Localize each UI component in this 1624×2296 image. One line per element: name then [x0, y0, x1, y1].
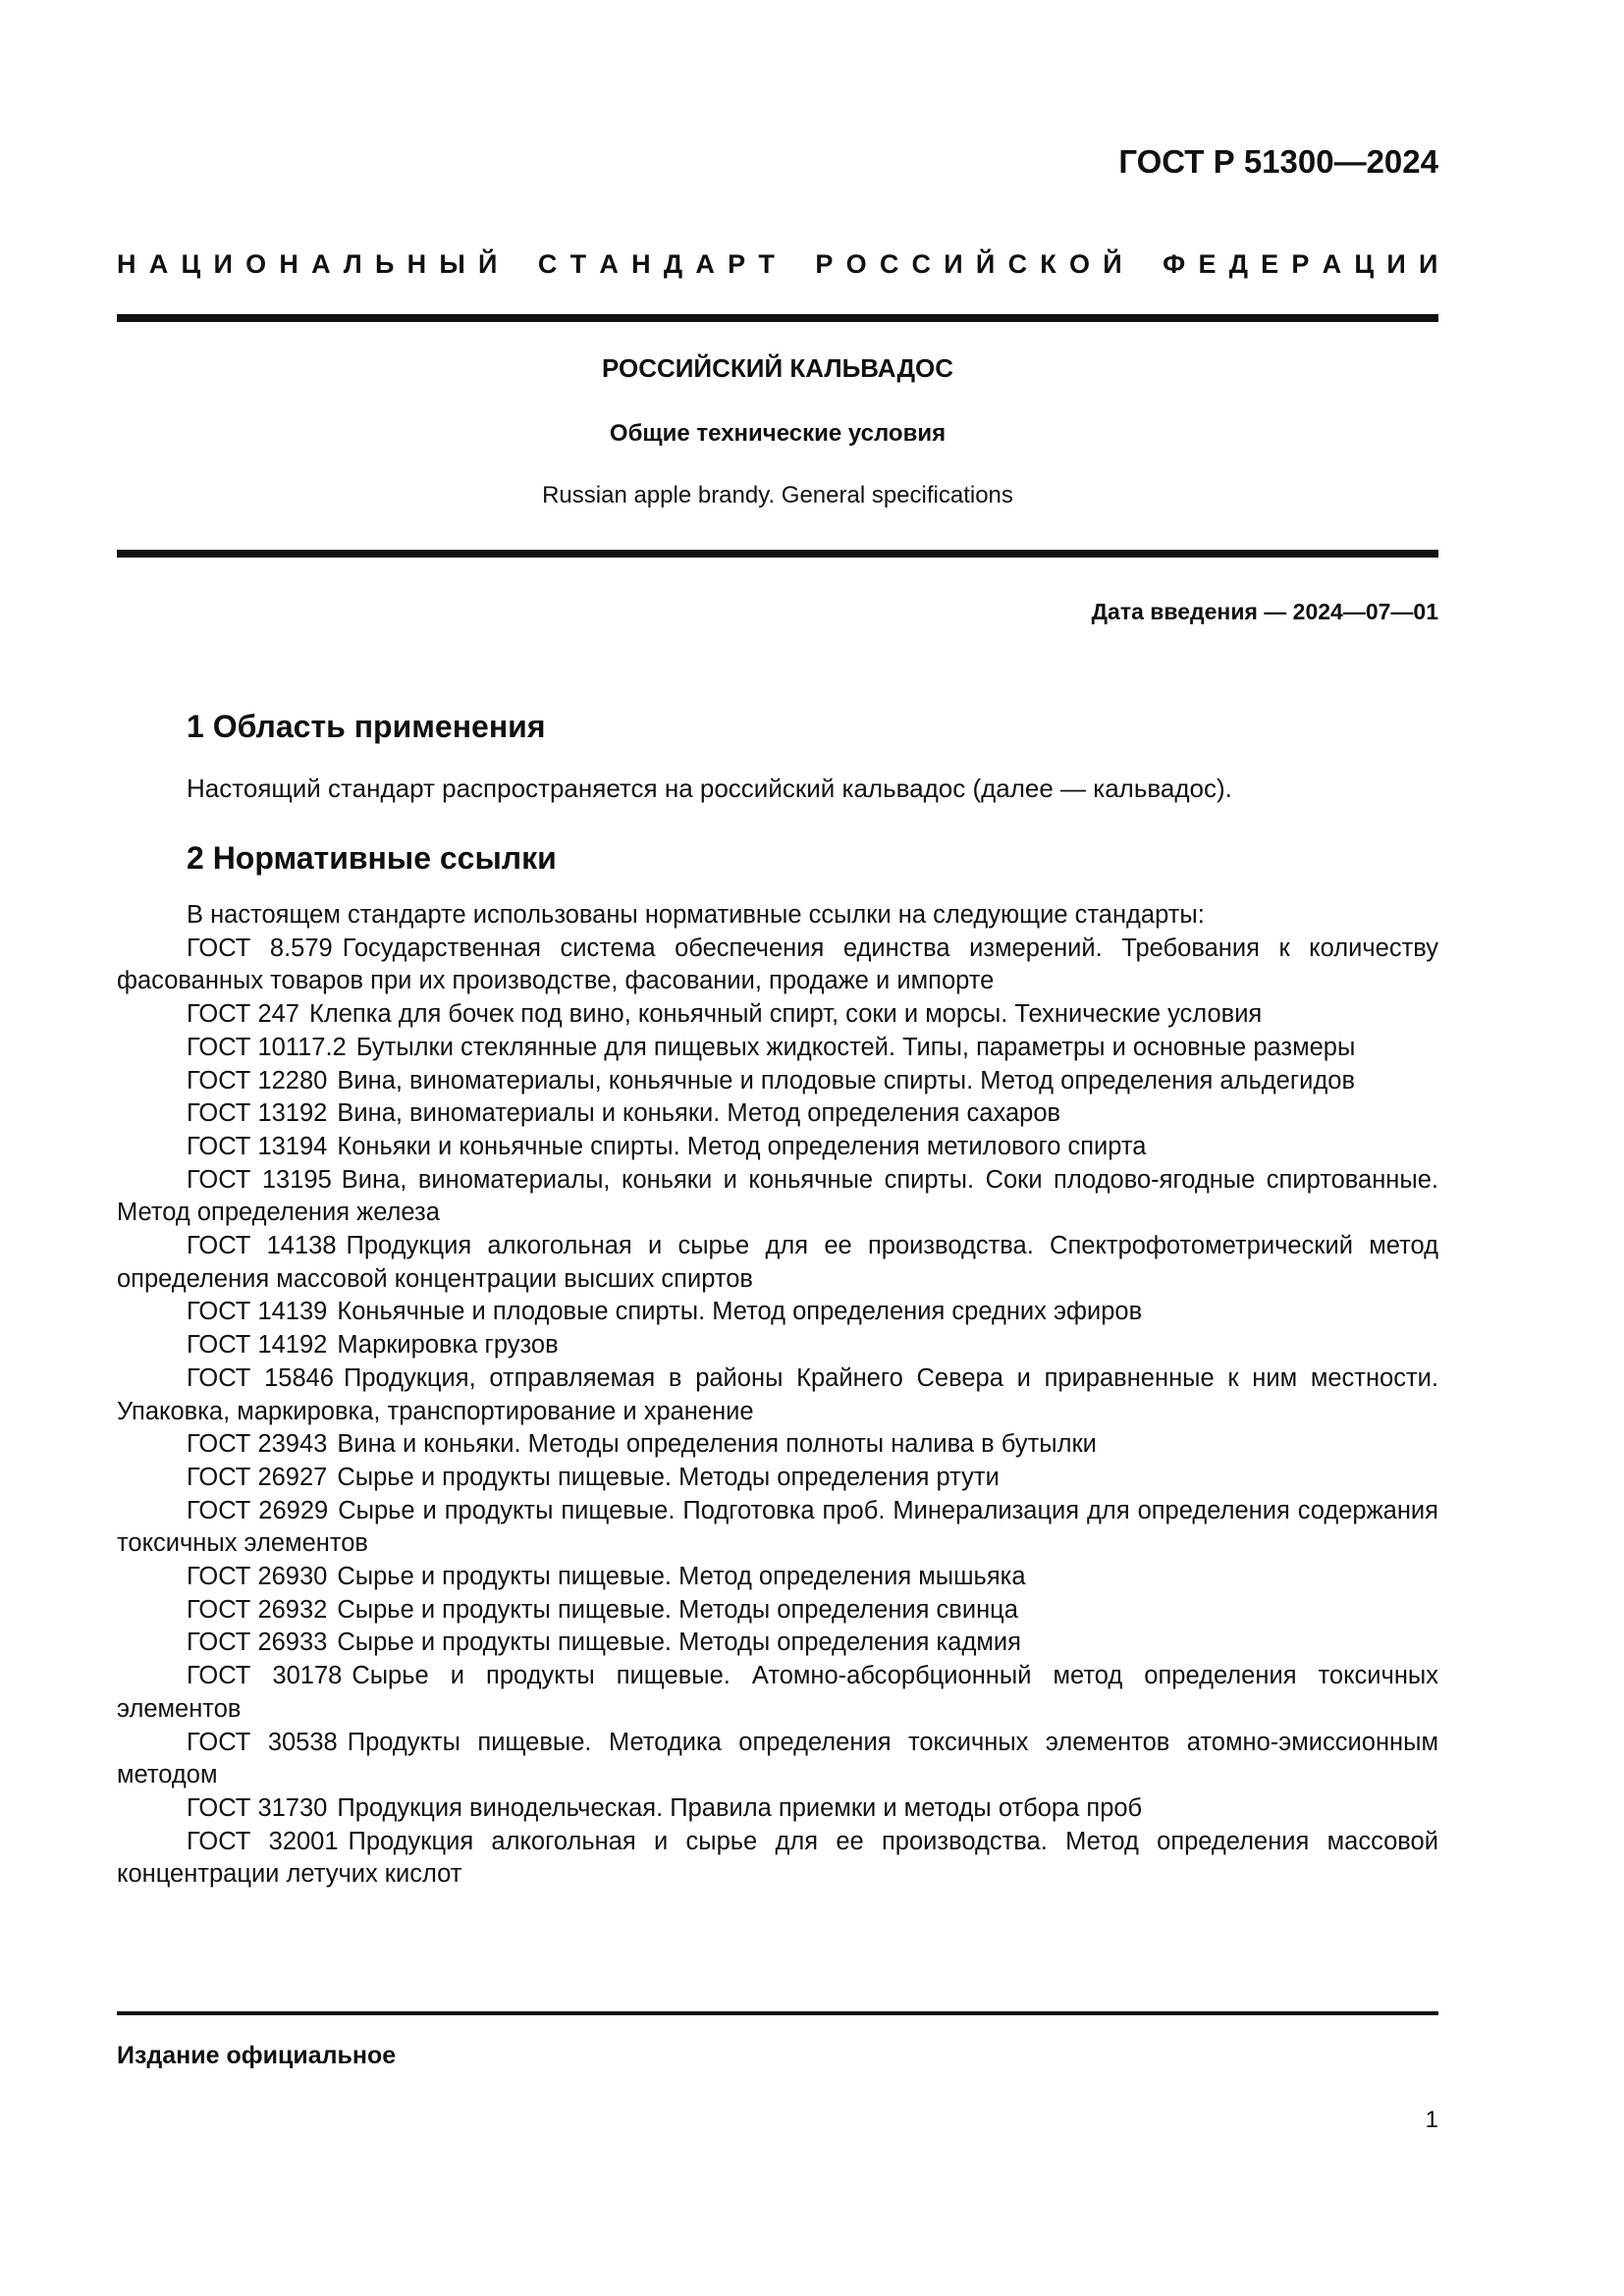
reference-title: Вина, виноматериалы и коньяки. Метод определения сахаров	[337, 1099, 1061, 1128]
national-title-letter: С	[537, 249, 558, 279]
national-title-letter: И	[944, 249, 963, 279]
reference-title: Сырье и продукты пищевые. Методы определения свинца	[337, 1595, 1018, 1624]
national-title-gap	[787, 249, 802, 280]
reference-item	[117, 1727, 1438, 1792]
reference-code: ГОСТ 26927	[187, 1463, 328, 1491]
reference-title: Коньяки и коньячные спирты. Метод определения метилового спирта	[337, 1132, 1147, 1160]
reference-code: ГОСТ 30538	[187, 1728, 338, 1756]
reference-item	[117, 998, 1438, 1032]
reference-title: Сырье и продукты пищевые. Атомно-абсорбционный метод определения токсичных элементов	[117, 1662, 1438, 1723]
normative-references-list	[117, 899, 1438, 1892]
reference-item	[117, 1362, 1438, 1428]
reference-code: ГОСТ 13194	[187, 1132, 328, 1160]
footer-divider	[117, 2011, 1438, 2015]
national-title-letter: Ф	[1163, 249, 1186, 279]
national-title-letter: Й	[1103, 249, 1122, 279]
national-title-letter: Д	[663, 249, 683, 279]
reference-code: ГОСТ 10117.2	[187, 1033, 347, 1061]
national-title-letter: Ь	[374, 249, 395, 279]
reference-title: Вина и коньяки. Методы определения полноты налива в бутылки	[337, 1430, 1097, 1459]
reference-code: ГОСТ 30178	[187, 1662, 343, 1690]
national-title-letter: О	[1069, 249, 1091, 279]
reference-item	[117, 1826, 1438, 1892]
national-title-letter: Ц	[181, 249, 201, 279]
section-1-text: Настоящий стандарт распространяется на российский кальвадос (далее — кальвадос).	[187, 774, 1232, 803]
reference-title: Вина, виноматериалы, коньяки и коньячные спирты. Соки плодово-ягодные спиртованные. Метод определения железа	[117, 1165, 1438, 1227]
document-title: РОССИЙСКИЙ КАЛЬВАДОС	[601, 353, 954, 383]
national-title-gap	[511, 249, 525, 280]
document-subtitle: Общие технические условия	[609, 420, 947, 447]
national-title-letter: С	[911, 249, 932, 279]
reference-item	[117, 1627, 1438, 1660]
reference-item	[117, 1329, 1438, 1362]
national-title-letter: Й	[478, 249, 498, 279]
national-title-letter: А	[148, 249, 169, 279]
reference-title: Продукция, отправляемая в районы Крайнего Севера и приравненные к ним местности. Упаковка, маркировка, транспортирование и хранение	[117, 1363, 1439, 1425]
reference-code: ГОСТ 26930	[187, 1563, 328, 1591]
reference-item	[117, 1230, 1438, 1296]
reference-title: Продукция винодельческая. Правила приемки и методы отбора проб	[337, 1793, 1143, 1822]
reference-code: ГОСТ 8.579	[187, 934, 333, 962]
reference-title: Сырье и продукты пищевые. Подготовка проб. Минерализация для определения содержания токсичных элементов	[117, 1496, 1438, 1558]
reference-title: Продукты пищевые. Методика определения токсичных элементов атомно-эмиссионным методом	[117, 1728, 1438, 1789]
reference-code: ГОСТ 15846	[187, 1363, 334, 1392]
national-title-letter: Л	[343, 249, 362, 279]
reference-item	[117, 1032, 1438, 1065]
reference-item	[117, 1131, 1438, 1164]
reference-code: ГОСТ 13192	[187, 1099, 328, 1128]
national-title-letter: И	[213, 249, 233, 279]
national-title-letter: О	[245, 249, 267, 279]
official-edition-label: Издание официальное	[117, 2042, 397, 2069]
reference-code: ГОСТ 31730	[187, 1793, 328, 1822]
reference-code: ГОСТ 26929	[187, 1496, 329, 1524]
reference-title: Бутылки стеклянные для пищевых жидкостей. Типы, параметры и основные размеры	[355, 1033, 1356, 1061]
reference-title: Клепка для бочек под вино, коньячный спирт, соки и морсы. Технические условия	[309, 1000, 1263, 1029]
gost-number: ГОСТ Р 51300—2024	[1118, 143, 1438, 180]
reference-title: Сырье и продукты пищевые. Методы определения кадмия	[337, 1629, 1021, 1657]
reference-code: ГОСТ 12280	[187, 1066, 328, 1095]
top-divider	[117, 314, 1438, 322]
national-title-letter: А	[1322, 249, 1342, 279]
reference-code: ГОСТ 14139	[187, 1298, 328, 1326]
national-title-letter: Т	[569, 249, 587, 279]
reference-code: ГОСТ 26932	[187, 1595, 328, 1624]
reference-item	[117, 1164, 1438, 1230]
reference-item	[117, 1792, 1438, 1826]
reference-code: ГОСТ 26933	[187, 1629, 328, 1657]
national-title-letter: Ц	[1354, 249, 1375, 279]
reference-item	[117, 1065, 1438, 1098]
national-title-letter: Д	[1228, 249, 1248, 279]
reference-code: ГОСТ 247	[187, 1000, 299, 1029]
reference-item	[117, 1561, 1438, 1594]
reference-code: ГОСТ 14192	[187, 1331, 328, 1360]
national-title-letter: Н	[406, 249, 427, 279]
national-title-letter: Е	[1261, 249, 1279, 279]
section-2-heading: 2 Нормативные ссылки	[187, 840, 557, 876]
reference-code: ГОСТ 23943	[187, 1430, 328, 1459]
national-title-letter: И	[1419, 249, 1438, 279]
reference-item	[117, 1594, 1438, 1628]
reference-item	[117, 1296, 1438, 1329]
document-page	[117, 0, 1438, 2296]
reference-item	[117, 933, 1438, 998]
national-title-gap	[1135, 249, 1150, 280]
reference-item	[117, 1462, 1438, 1495]
references-intro: В настоящем стандарте использованы нормативные ссылки на следующие стандарты:	[187, 901, 1205, 929]
national-title-letter: Е	[1198, 249, 1217, 279]
reference-title: Продукция алкогольная и сырье для ее производства. Спектрофотометрический метод определения массовой концентрации высших спиртов	[117, 1232, 1438, 1293]
national-title-letter: А	[695, 249, 715, 279]
national-title-letter: С	[1007, 249, 1028, 279]
document-title-english: Russian apple brandy. General specifications	[542, 482, 1013, 508]
national-title-letter: Й	[975, 249, 996, 279]
national-title-letter: И	[1386, 249, 1406, 279]
reference-title: Государственная система обеспечения единства измерений. Требования к количеству фасованных товаров при их производстве, фасовании, продаже и импорте	[117, 934, 1438, 995]
reference-code: ГОСТ 13195	[187, 1165, 332, 1194]
reference-item	[117, 1097, 1438, 1131]
reference-title: Продукция алкогольная и сырье для ее производства. Метод определения массовой концентрации летучих кислот	[117, 1827, 1438, 1889]
national-title-letter: К	[1040, 249, 1056, 279]
reference-item	[117, 1428, 1438, 1462]
national-title-letter: А	[599, 249, 619, 279]
reference-item	[117, 1660, 1438, 1726]
national-title-letter: С	[879, 249, 899, 279]
introduction-date: Дата введения — 2024—07—01	[1091, 599, 1438, 624]
national-title-letter: А	[311, 249, 331, 279]
national-title-letter: Р	[815, 249, 834, 279]
reference-item	[117, 1495, 1438, 1561]
reference-code: ГОСТ 14138	[187, 1232, 337, 1260]
title-divider	[117, 550, 1438, 558]
page-number: 1	[1425, 2107, 1438, 2133]
national-title-letter: Ы	[439, 249, 465, 279]
national-title-letter: Т	[758, 249, 775, 279]
reference-title: Сырье и продукты пищевые. Методы определения ртути	[337, 1463, 1000, 1491]
national-title-letter: Р	[1291, 249, 1310, 279]
reference-title: Маркировка грузов	[337, 1331, 559, 1360]
national-title-letter: О	[845, 249, 867, 279]
national-title-letter: Н	[279, 249, 298, 279]
reference-title: Вина, виноматериалы, коньячные и плодовые спирты. Метод определения альдегидов	[337, 1066, 1355, 1095]
reference-title: Коньячные и плодовые спирты. Метод определения средних эфиров	[337, 1298, 1143, 1326]
national-title-letter: Н	[117, 249, 136, 279]
national-title-letter: Р	[728, 249, 746, 279]
reference-title: Сырье и продукты пищевые. Метод определения мышьяка	[337, 1563, 1026, 1591]
section-1-heading: 1 Область применения	[187, 709, 546, 744]
reference-code: ГОСТ 32001	[187, 1827, 339, 1855]
national-standard-title	[117, 249, 1438, 280]
national-title-letter: Н	[631, 249, 651, 279]
